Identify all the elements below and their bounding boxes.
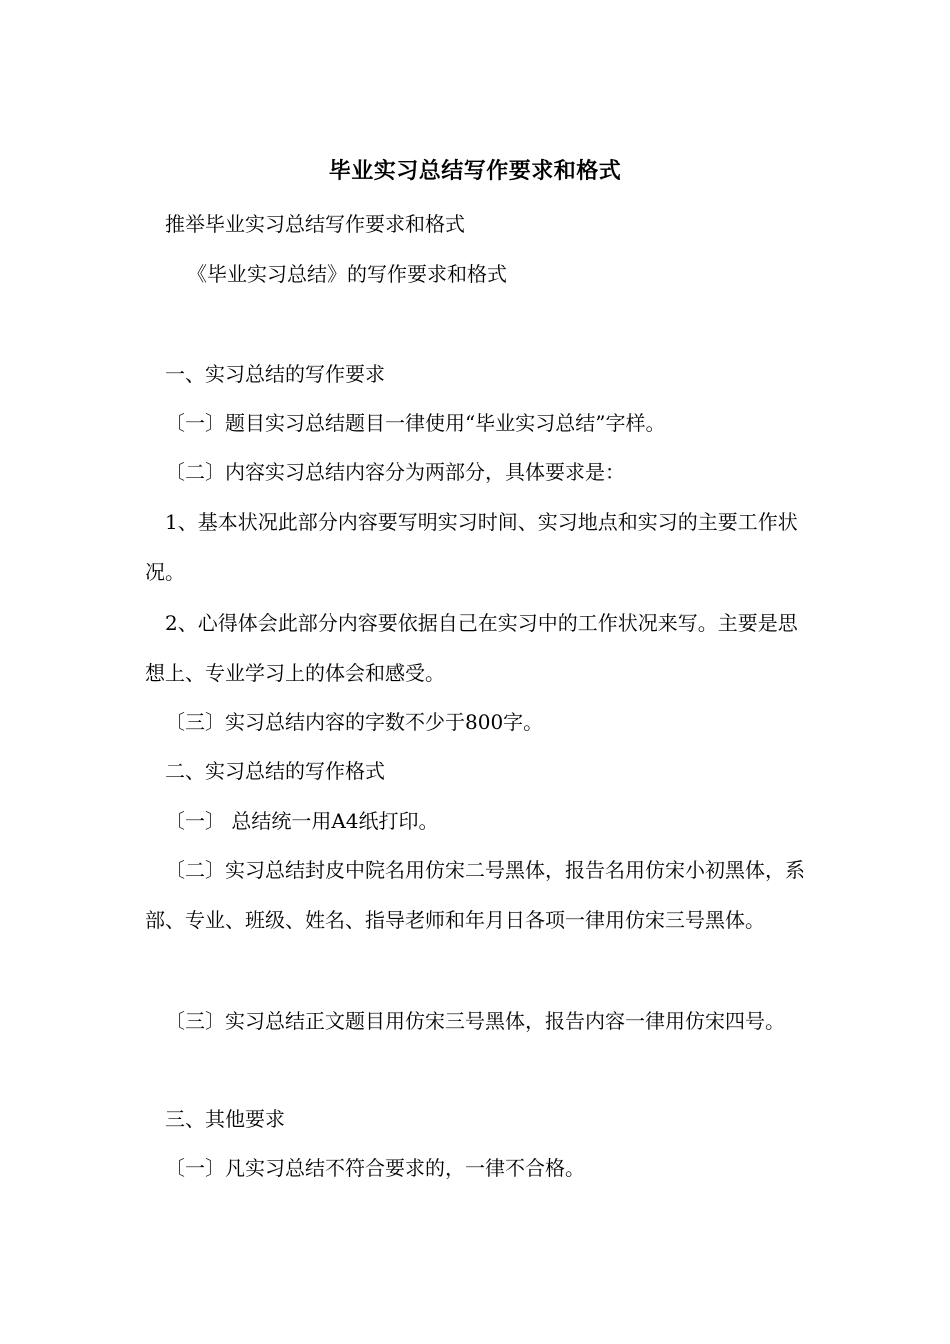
paragraph-3-1: 〔一〕凡实习总结不符合要求的，一律不合格。 — [165, 1156, 585, 1180]
paragraph-1-3: 〔三〕实习总结内容的字数不少于800字。 — [165, 710, 544, 734]
paragraph-heading-quote: 《毕业实习总结》的写作要求和格式 — [187, 262, 507, 286]
section-heading-1: 一、实习总结的写作要求 — [165, 362, 385, 386]
section-heading-2: 二、实习总结的写作格式 — [165, 759, 385, 783]
paragraph-2-3: 〔三〕实习总结正文题目用仿宋三号黑体，报告内容一律用仿宋四号。 — [165, 1009, 785, 1033]
paragraph-1-2: 〔二〕内容实习总结内容分为两部分，具体要求是： — [165, 460, 625, 484]
paragraph-1-1: 〔一〕题目实习总结题目一律使用“毕业实习总结”字样。 — [165, 411, 666, 435]
paragraph-1-2-a: 1、基本状况此部分内容要写明实习时间、实习地点和实习的主要工作状况。 — [145, 510, 798, 584]
paragraph-1-2-b: 2、心得体会此部分内容要依据自己在实习中的工作状况来写。主要是思想上、专业学习上的体会和感受。 — [145, 611, 798, 685]
paragraph-2-1: 〔一〕 总结统一用A4纸打印。 — [165, 809, 439, 833]
paragraph-subtitle: 推举毕业实习总结写作要求和格式 — [165, 212, 465, 236]
section-heading-3: 三、其他要求 — [165, 1107, 285, 1131]
paragraph-2-2: 〔二〕实习总结封皮中院名用仿宋二号黑体，报告名用仿宋小初黑体，系部、专业、班级、姓名、指导老师和年月日各项一律用仿宋三号黑体。 — [145, 858, 805, 932]
document-title: 毕业实习总结写作要求和格式 — [328, 158, 622, 184]
